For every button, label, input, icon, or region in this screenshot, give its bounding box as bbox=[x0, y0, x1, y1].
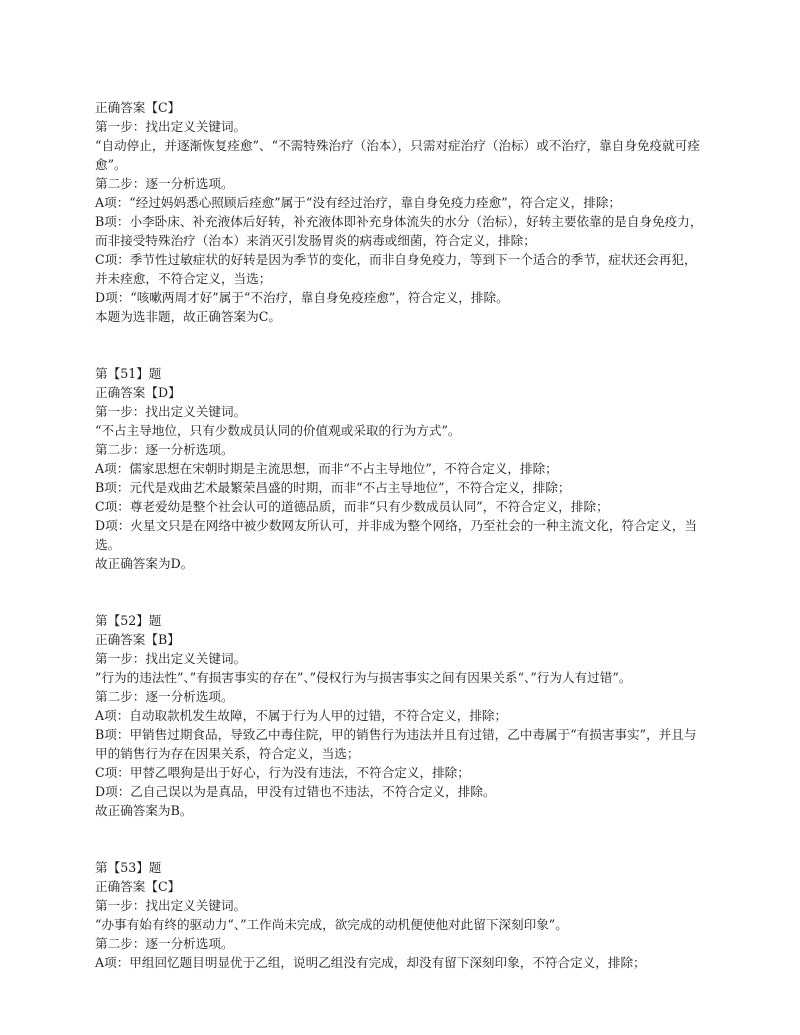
definition-keywords: “自动停止，并逐渐恢复痊愈”、“不需特殊治疗（治本），只需对症治疗（治标）或不治疗，靠自身免疫就可痊愈”。 bbox=[95, 138, 700, 172]
conclusion-line: 故正确答案为D。 bbox=[95, 556, 194, 571]
step-heading: 第一步：找出定义关键词。 bbox=[95, 651, 247, 666]
step-heading: 第一步：找出定义关键词。 bbox=[95, 404, 247, 419]
definition-keywords: “办事有始有终的驱动力“、”工作尚未完成，欲完成的动机便使他对此留下深刻印象”。 bbox=[95, 917, 568, 932]
answer-line: 正确答案【D】 bbox=[95, 385, 181, 400]
question-section-51 bbox=[95, 364, 705, 573]
option-analysis-a: A项：甲组回忆题目明显优于乙组，说明乙组没有完成，却没有留下深刻印象，不符合定义，排除； bbox=[95, 955, 646, 970]
option-analysis-d: D项：火星文只是在网络中被少数网友所认可，并非成为整个网络，乃至社会的一种主流文化，符合定义，当选。 bbox=[95, 518, 698, 552]
step-heading: 第二步：逐一分析选项。 bbox=[95, 176, 234, 191]
option-analysis-a: A项：“经过妈妈悉心照顾后痊愈”属于“没有经过治疗，靠自身免疫力痊愈”，符合定义，排除； bbox=[95, 195, 622, 210]
option-analysis-b: B项：元代是戏曲艺术最繁荣昌盛的时期，而非“不占主导地位”，不符合定义，排除； bbox=[95, 480, 571, 495]
answer-line: 正确答案【C】 bbox=[95, 100, 181, 115]
definition-keywords: ”行为的违法性”、”有损害事实的存在”、”侵权行为与损害事实之间有因果关系“、”行为人有过错”。 bbox=[95, 670, 632, 685]
option-analysis-c: C项：甲替乙喂狗是出于好心，行为没有违法，不符合定义，排除； bbox=[95, 765, 470, 780]
question-number: 第【53】题 bbox=[95, 860, 162, 875]
answer-line: 正确答案【C】 bbox=[95, 879, 181, 894]
option-analysis-a: A项：儒家思想在宋朝时期是主流思想，而非“不占主导地位”，不符合定义，排除； bbox=[95, 461, 558, 476]
answer-line: 正确答案【B】 bbox=[95, 632, 180, 647]
step-heading: 第二步：逐一分析选项。 bbox=[95, 689, 234, 704]
option-analysis-b: B项：小李卧床、补充液体后好转，补充液体即补充身体流失的水分（治标），好转主要依靠的是自身免疫力，而非接受特殊治疗（治本）来消灭引发肠胃炎的病毒或细菌，符合定义，排除； bbox=[95, 214, 703, 248]
answer-section-50 bbox=[95, 98, 705, 326]
conclusion-line: 故正确答案为B。 bbox=[95, 803, 193, 818]
document-page bbox=[95, 98, 705, 972]
option-analysis-d: D项：“咳嗽两周才好”属于“不治疗，靠自身免疫痊愈”，符合定义，排除。 bbox=[95, 290, 509, 305]
option-analysis-d: D项：乙自己误以为是真品，甲没有过错也不违法，不符合定义，排除。 bbox=[95, 784, 496, 799]
option-analysis-c: C项：尊老爱幼是整个社会认可的道德品质，而非“只有少数成员认同”，不符合定义，排除； bbox=[95, 499, 609, 514]
option-analysis-a: A项：自动取款机发生故障，不属于行为人甲的过错，不符合定义，排除； bbox=[95, 708, 508, 723]
question-section-52 bbox=[95, 611, 705, 820]
question-section-53 bbox=[95, 858, 705, 972]
step-heading: 第一步：找出定义关键词。 bbox=[95, 119, 247, 134]
step-heading: 第二步：逐一分析选项。 bbox=[95, 442, 234, 457]
question-number: 第【52】题 bbox=[95, 613, 162, 628]
step-heading: 第二步：逐一分析选项。 bbox=[95, 936, 234, 951]
question-number: 第【51】题 bbox=[95, 366, 162, 381]
option-analysis-c: C项：季节性过敏症状的好转是因为季节的变化，而非自身免疫力，等到下一个适合的季节，症状还会再犯，并未痊愈，不符合定义，当选； bbox=[95, 252, 697, 286]
step-heading: 第一步：找出定义关键词。 bbox=[95, 898, 247, 913]
conclusion-line: 本题为选非题，故正确答案为C。 bbox=[95, 309, 281, 324]
definition-keywords: “不占主导地位，只有少数成员认同的价值观或采取的行为方式”。 bbox=[95, 423, 461, 438]
option-analysis-b: B项：甲销售过期食品，导致乙中毒住院，甲的销售行为违法并且有过错，乙中毒属于“有损害事实”，并且与甲的销售行为存在因果关系，符合定义，当选； bbox=[95, 727, 697, 761]
